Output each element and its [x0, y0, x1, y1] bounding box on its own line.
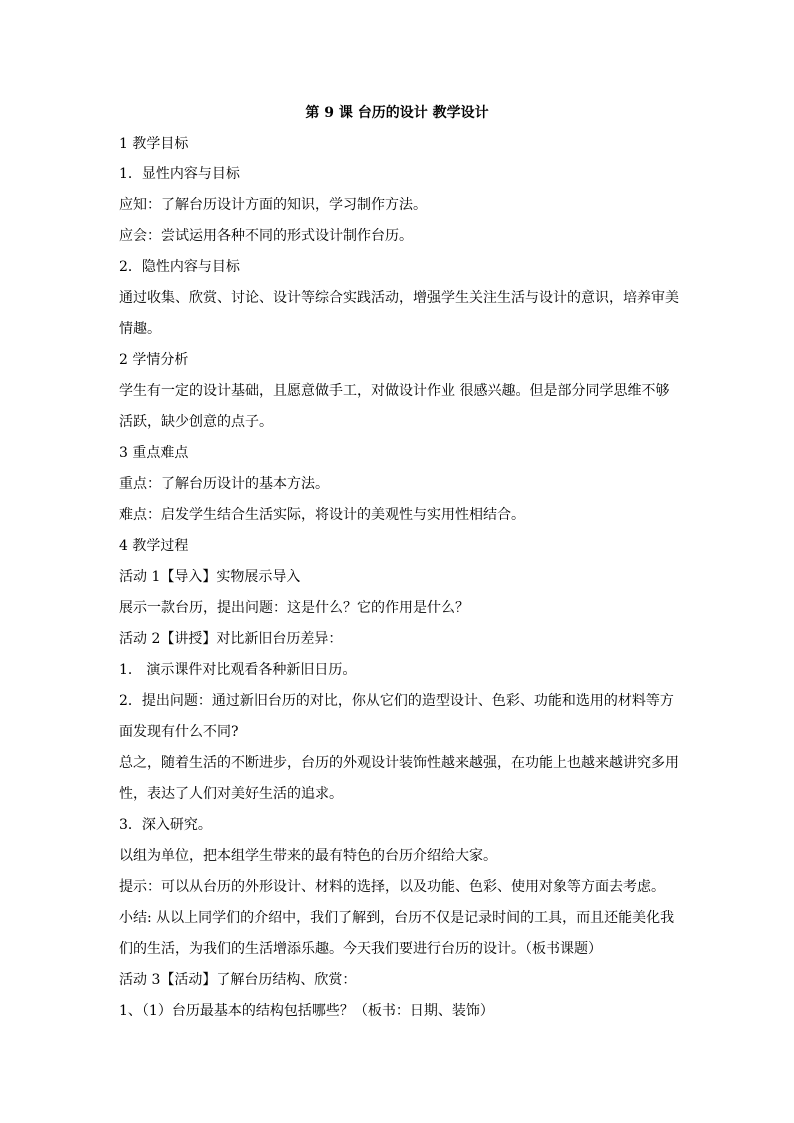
activity-heading: 活动 3【活动】了解台历结构、欣赏：	[119, 972, 357, 988]
paragraph-line: 应会：尝试运用各种不同的形式设计制作台历。	[119, 228, 413, 244]
paragraph-line: 们的生活，为我们的生活增添乐趣。今天我们要进行台历的设计。（板书课题）	[119, 941, 602, 957]
paragraph-line: 1． 演示课件对比观看各种新旧日历。	[119, 662, 357, 678]
paragraph-line: 2．提出问题：通过新旧台历的对比，你从它们的造型设计、色彩、功能和选用的材料等方	[119, 693, 674, 709]
paragraph-line: 3．深入研究。	[119, 817, 212, 833]
paragraph-line: 通过收集、欣赏、讨论、设计等综合实践活动，增强学生关注生活与设计的意识，培养审美	[119, 290, 679, 306]
paragraph-line: 性，表达了人们对美好生活的追求。	[119, 786, 343, 802]
paragraph-line: 1、（1）台历最基本的结构包括哪些？（板书：日期、装饰）	[119, 1003, 494, 1019]
paragraph-line: 总之，随着生活的不断进步，台历的外观设计装饰性越来越强，在功能上也越来越讲究多用	[119, 755, 679, 771]
paragraph-line: 情趣。	[119, 321, 161, 337]
heading-key-points: 3 重点难点	[119, 445, 189, 461]
paragraph-line: 以组为单位，把本组学生带来的最有特色的台历介绍给大家。	[119, 848, 497, 864]
activity-heading: 活动 2【讲授】对比新旧台历差异：	[119, 631, 343, 647]
paragraph-line: 小结: 从以上同学们的介绍中，我们了解到，台历不仅是记录时间的工具，而且还能美化我	[119, 910, 675, 926]
paragraph-line: 应知：了解台历设计方面的知识，学习制作方法。	[119, 197, 427, 213]
heading-teaching-goals: 1 教学目标	[119, 136, 189, 152]
paragraph-line: 重点：了解台历设计的基本方法。	[119, 476, 329, 492]
subheading-implicit-goals: 2．隐性内容与目标	[119, 259, 240, 275]
paragraph-line: 学生有一定的设计基础，且愿意做手工，对做设计作业 很感兴趣。但是部分同学思维不够	[119, 383, 670, 399]
paragraph-line: 活跃，缺少创意的点子。	[119, 414, 273, 430]
heading-student-analysis: 2 学情分析	[119, 352, 189, 368]
paragraph-line: 提示：可以从台历的外形设计、材料的选择，以及功能、色彩、使用对象等方面去考虑。	[119, 879, 665, 895]
heading-teaching-process: 4 教学过程	[119, 538, 189, 554]
paragraph-line: 难点：启发学生结合生活实际，将设计的美观性与实用性相结合。	[119, 507, 525, 523]
paragraph-line: 展示一款台历，提出问题：这是什么？它的作用是什么？	[119, 600, 469, 616]
activity-heading: 活动 1【导入】实物展示导入	[119, 569, 301, 585]
subheading-explicit-goals: 1．显性内容与目标	[119, 166, 240, 182]
paragraph-line: 面发现有什么不同?	[119, 724, 239, 740]
page-title: 第 9 课 台历的设计 教学设计	[305, 105, 489, 121]
